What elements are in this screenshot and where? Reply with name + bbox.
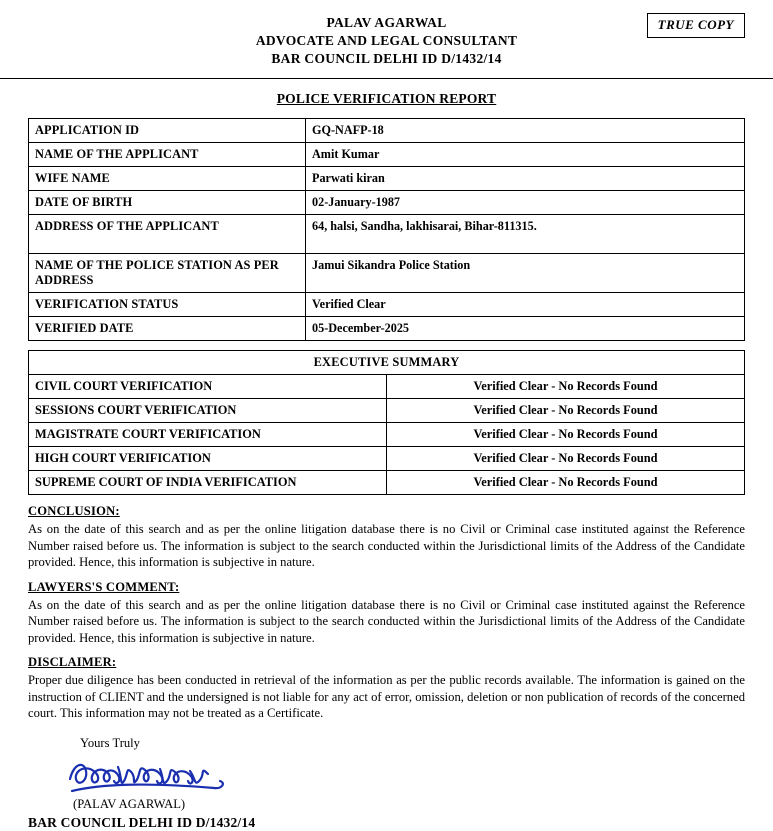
detail-label: NAME OF THE APPLICANT <box>29 143 306 167</box>
lawyers-comment-title: LAWYERS'S COMMENT: <box>28 579 180 594</box>
detail-label: APPLICATION ID <box>29 119 306 143</box>
detail-value: GQ-NAFP-18 <box>306 119 745 143</box>
table-row <box>29 293 745 317</box>
header-divider <box>0 78 773 79</box>
table-row <box>29 167 745 191</box>
conclusion-section <box>28 504 745 571</box>
detail-value: Amit Kumar <box>306 143 745 167</box>
lawyers-comment-section <box>28 580 745 647</box>
court-name: SESSIONS COURT VERIFICATION <box>29 399 387 423</box>
yours-truly-label: Yours Truly <box>80 735 140 750</box>
detail-value: 05-December-2025 <box>306 317 745 341</box>
disclaimer-section <box>28 655 745 722</box>
true-copy-stamp: TRUE COPY <box>647 13 745 38</box>
status-badge: Verified Clear - No Records Found <box>387 423 745 447</box>
detail-value: 64, halsi, Sandha, lakhisarai, Bihar-811315. <box>306 215 745 254</box>
disclaimer-title: DISCLAIMER: <box>28 655 117 669</box>
detail-label: DATE OF BIRTH <box>29 191 306 215</box>
court-name: HIGH COURT VERIFICATION <box>29 447 387 471</box>
table-row <box>29 423 745 447</box>
table-row <box>29 471 745 495</box>
advocate-designation: ADVOCATE AND LEGAL CONSULTANT <box>255 33 518 48</box>
applicant-details-table <box>28 118 745 341</box>
summary-heading: EXECUTIVE SUMMARY <box>29 351 745 375</box>
page-title: POLICE VERIFICATION REPORT <box>276 91 497 106</box>
table-row <box>29 143 745 167</box>
table-row <box>29 119 745 143</box>
detail-label: ADDRESS OF THE APPLICANT <box>29 215 306 254</box>
signature-image <box>64 753 745 797</box>
detail-label: VERIFICATION STATUS <box>29 293 306 317</box>
detail-value: Verified Clear <box>306 293 745 317</box>
executive-summary-table <box>28 350 745 495</box>
signature-block <box>28 722 745 831</box>
status-badge: Verified Clear - No Records Found <box>387 471 745 495</box>
table-row <box>29 215 745 254</box>
footer-bar-id: BAR COUNCIL DELHI ID D/1432/14 <box>28 814 256 830</box>
table-row <box>29 447 745 471</box>
status-badge: Verified Clear - No Records Found <box>387 447 745 471</box>
detail-label: NAME OF THE POLICE STATION AS PER ADDRESS <box>29 254 306 293</box>
table-row <box>29 375 745 399</box>
table-row <box>29 399 745 423</box>
disclaimer-body: Proper due diligence has been conducted in retrieval of the information as per the public records available. The information is gained on the instruction of CLIENT and the undersigned is not liable for any act of error, omission, deletion or non publication of records of the concerned court. This information may not be treated as a Certificate. <box>28 673 745 720</box>
status-badge: Verified Clear - No Records Found <box>387 399 745 423</box>
court-name: CIVIL COURT VERIFICATION <box>29 375 387 399</box>
court-name: SUPREME COURT OF INDIA VERIFICATION <box>29 471 387 495</box>
summary-heading-row <box>29 351 745 375</box>
detail-label: VERIFIED DATE <box>29 317 306 341</box>
detail-value: Jamui Sikandra Police Station <box>306 254 745 293</box>
conclusion-body: As on the date of this search and as per the online litigation database there is no Civil or Criminal case instituted against the Reference Number raised before us. The information is subject to the search conducted within the Jurisdictional limits of the Address of the Candidate provided. Hence, this information is subjective in nature. <box>28 522 745 569</box>
signatory-name: (PALAV AGARWAL) <box>73 796 186 811</box>
detail-value: Parwati kiran <box>306 167 745 191</box>
conclusion-title: CONCLUSION: <box>28 504 120 518</box>
status-badge: Verified Clear - No Records Found <box>387 375 745 399</box>
lawyers-comment-body: As on the date of this search and as per the online litigation database there is no Civil or Criminal case instituted against the Reference Number raised before us. The information is subject to the search conducted within the Jurisdictional limits of the Address of the Candidate provided. Hence, this information is subjective in nature. <box>28 597 745 645</box>
court-name: MAGISTRATE COURT VERIFICATION <box>29 423 387 447</box>
table-row <box>29 317 745 341</box>
advocate-bar-id: BAR COUNCIL DELHI ID D/1432/14 <box>271 51 502 66</box>
detail-label: WIFE NAME <box>29 167 306 191</box>
table-row <box>29 254 745 293</box>
table-row <box>29 191 745 215</box>
advocate-name: PALAV AGARWAL <box>326 15 447 30</box>
detail-value: 02-January-1987 <box>306 191 745 215</box>
